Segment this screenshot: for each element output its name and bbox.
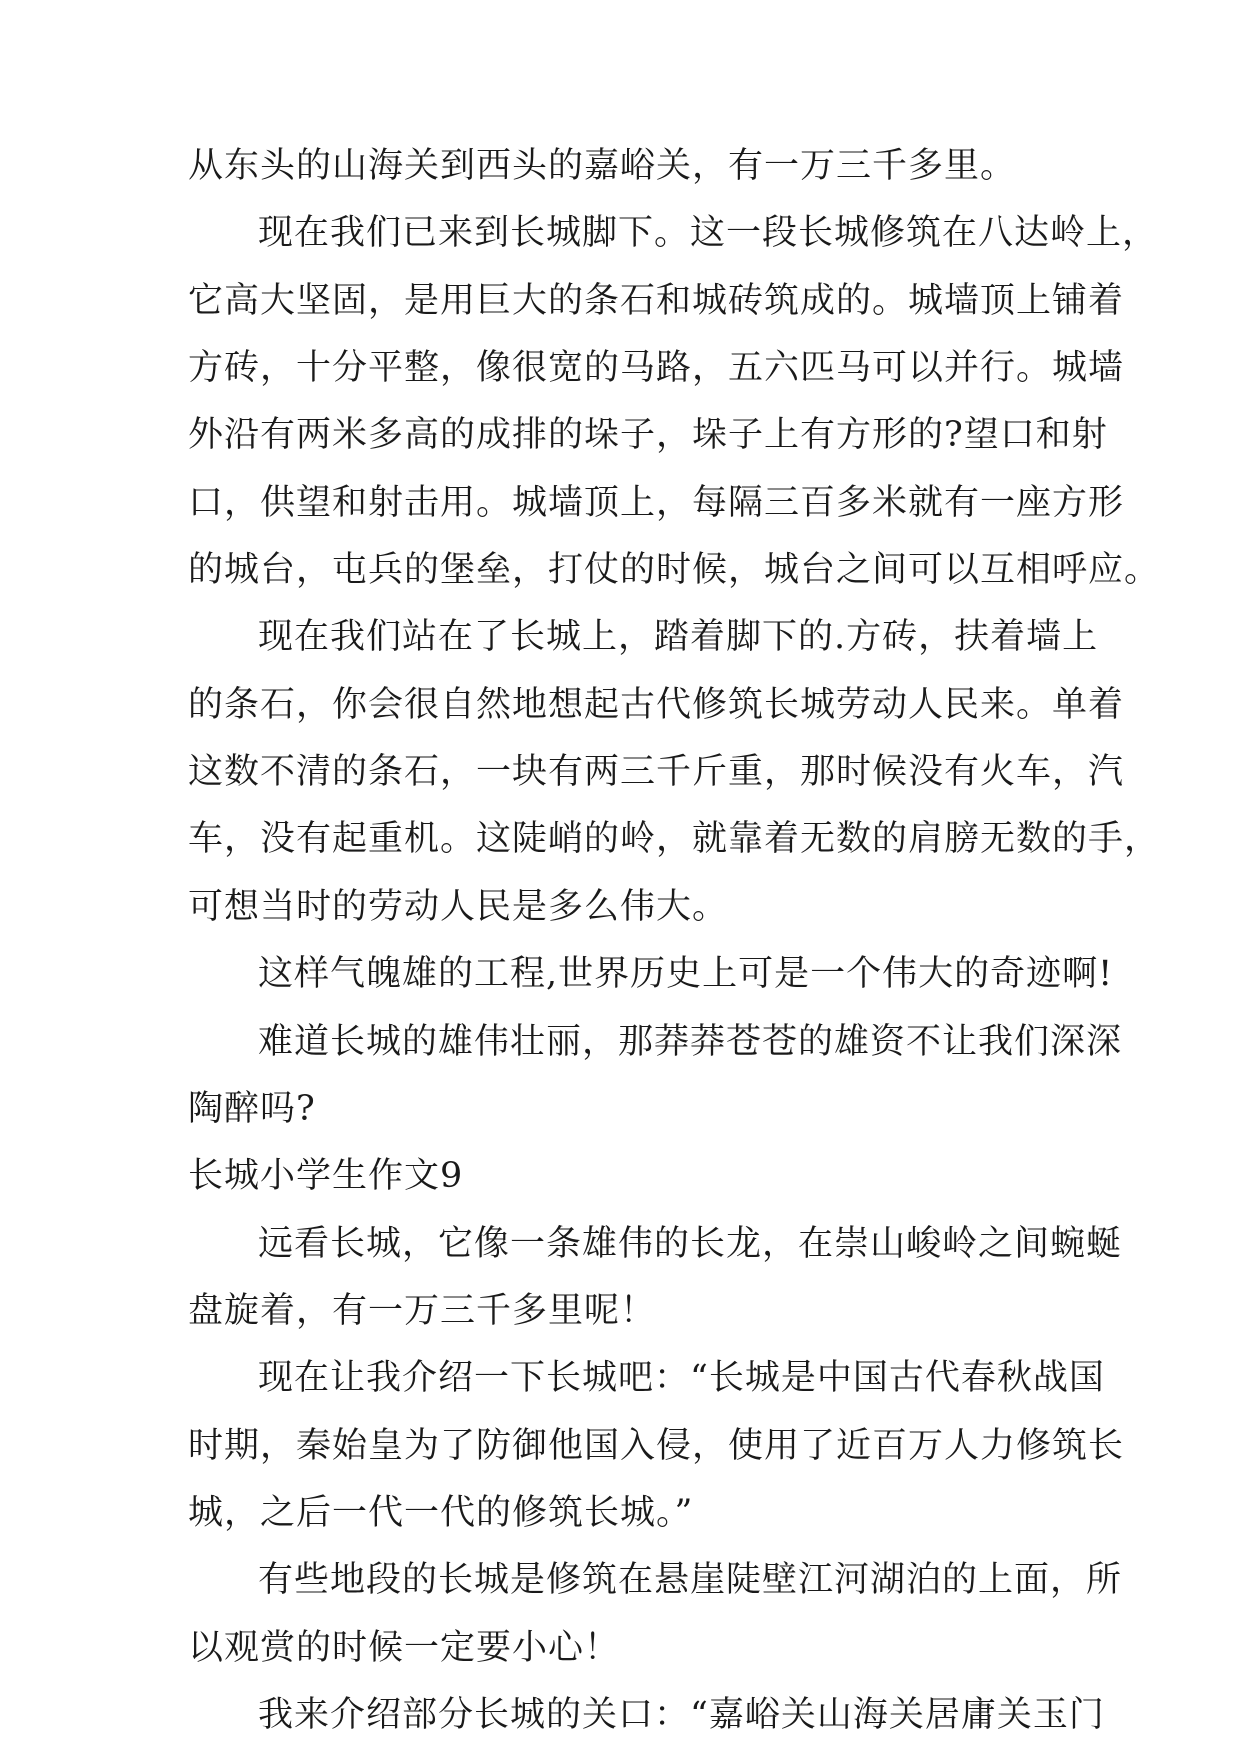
text-line: 车，没有起重机。这陡峭的岭，就靠着无数的肩膀无数的手， [188,819,1161,859]
text-line: 城，之后一代一代的修筑长城。” [188,1493,694,1533]
paragraph-first-line: 我来介绍部分长城的关口：“嘉峪关山海关居庸关玉门 [258,1695,1105,1735]
paragraph-first-line: 现在我们站在了长城上，踏着脚下的.方砖，扶着墙上 [258,617,1099,657]
paragraph-first-line: 这样气魄雄的工程,世界历史上可是一个伟大的奇迹啊! [258,954,1114,994]
text-line: 它高大坚固，是用巨大的条石和城砖筑成的。城墙顶上铺着 [188,281,1125,321]
text-line: 的条石，你会很自然地想起古代修筑长城劳动人民来。单着 [188,685,1125,725]
paragraph-first-line: 难道长城的雄伟壮丽，那莽莽苍苍的雄资不让我们深深 [258,1022,1123,1062]
text-line: 从东头的山海关到西头的嘉峪关，有一万三千多里。 [188,146,1017,186]
text-line: 这数不清的条石，一块有两三千斤重，那时候没有火车，汽 [188,752,1125,792]
text-line: 可想当时的劳动人民是多么伟大。 [188,887,729,927]
text-line: 口，供望和射击用。城墙顶上，每隔三百多米就有一座方形 [188,483,1125,523]
text-line: 时期，秦始皇为了防御他国入侵，使用了近百万人力修筑长 [188,1426,1125,1466]
paragraph-first-line: 现在让我介绍一下长城吧：“长城是中国古代春秋战国 [258,1358,1105,1398]
section-heading: 长城小学生作文9 [188,1156,464,1196]
text-line: 以观赏的时候一定要小心！ [188,1628,621,1668]
paragraph-first-line: 远看长城，它像一条雄伟的长龙，在崇山峻岭之间蜿蜒 [258,1224,1123,1264]
paragraph-first-line: 现在我们已来到长城脚下。这一段长城修筑在八达岭上， [258,213,1159,253]
text-line: 方砖，十分平整，像很宽的马路，五六匹马可以并行。城墙 [188,348,1125,388]
paragraph-first-line: 有些地段的长城是修筑在悬崖陡壁江河湖泊的上面，所 [258,1560,1123,1600]
text-line: 的城台，屯兵的堡垒，打仗的时候，城台之间可以互相呼应。 [188,550,1161,590]
text-line: 外沿有两米多高的成排的垛子，垛子上有方形的?望口和射 [188,415,1108,455]
text-line: 陶醉吗? [188,1089,316,1129]
text-line: 盘旋着，有一万三千多里呢！ [188,1291,657,1331]
